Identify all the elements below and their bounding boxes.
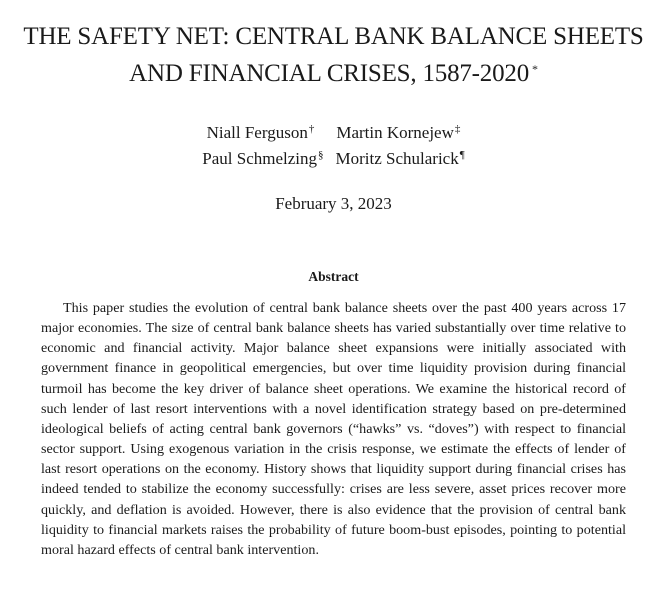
abstract-text: This paper studies the evolution of central bank balance sheets over the past 400 years across 17 major economies. The size of central bank balance sheets has varied substantially over time relative to economic and financial activity. Major balance sheet expansions were initially associated with government finance in geopolitical emergencies, but over time liquidity provision during financial turmoil has become the key driver of balance sheet operations. We examine the historical record of such lender of last resort interventions with a novel identification strategy based on pre-determined ideological beliefs of acting central bank governors (“hawks” vs. “doves”) with respect to financial sector support. Using exogenous variation in the crisis response, we estimate the effects of lender of last resort operations on the economy. History shows that liquidity support during financial crises has indeed tended to stabilize the economy successfully: crises are less severe, asset prices recover more quickly, and deflation is avoided. However, there is also evidence that the provision of central bank liquidity to financial markets raises the probability of future boom-bust episodes, pointing to potential moral hazard effects of central bank intervention. <box>41 300 626 558</box>
author-kornejew <box>336 121 460 147</box>
title-footnote-mark: * <box>532 62 538 76</box>
author-footnote-mark: ‡ <box>454 123 461 135</box>
paper-title <box>0 18 667 92</box>
author-name: Niall Ferguson <box>206 123 308 142</box>
publication-date: February 3, 2023 <box>275 194 392 213</box>
title-line-1: THE SAFETY NET: CENTRAL BANK BALANCE SHEETS <box>23 23 644 50</box>
author-row-1 <box>0 121 667 147</box>
author-name: Martin Kornejew <box>336 123 454 142</box>
author-list <box>0 121 667 173</box>
author-footnote-mark: § <box>318 149 324 161</box>
author-name: Moritz Schularick <box>335 149 459 168</box>
author-schmelzing <box>202 147 323 173</box>
abstract-heading: Abstract <box>308 269 359 284</box>
author-footnote-mark: ¶ <box>459 149 465 161</box>
author-ferguson <box>207 121 315 147</box>
author-footnote-mark: † <box>308 123 315 135</box>
title-line-2-text: AND FINANCIAL CRISES, 1587-2020 <box>129 60 530 87</box>
author-row-2 <box>0 147 667 173</box>
author-name: Paul Schmelzing <box>202 149 318 168</box>
author-schularick <box>336 147 465 173</box>
title-line-2 <box>0 55 667 92</box>
